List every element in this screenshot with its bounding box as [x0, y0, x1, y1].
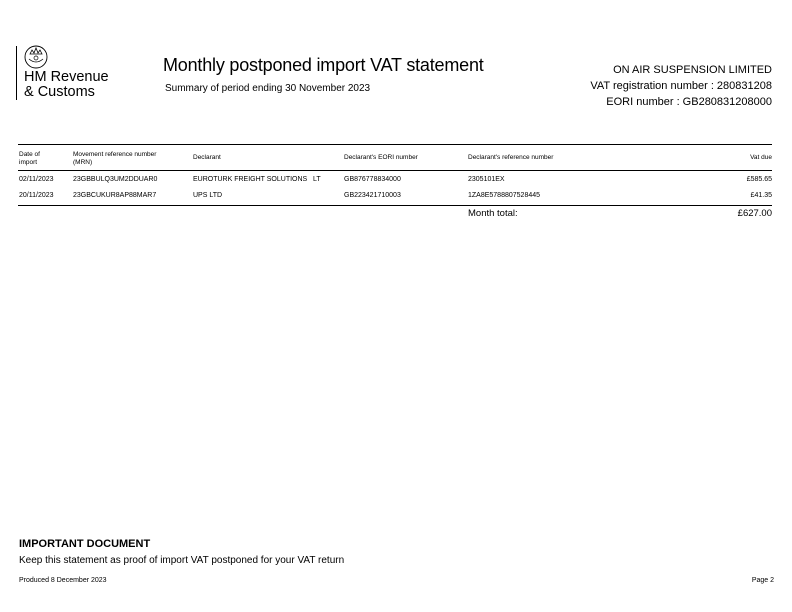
- period-summary: Summary of period ending 30 November 2023: [165, 83, 371, 94]
- hmrc-logo: [16, 43, 136, 103]
- cell-vat: £41.35: [750, 192, 772, 199]
- cell-eori: GB876778834000: [344, 176, 401, 183]
- vat-registration: VAT registration number : 280831208: [590, 80, 772, 92]
- column-header-vat: Vat due: [750, 154, 772, 161]
- cell-declarant: EUROTURK FREIGHT SOLUTIONS LT: [193, 176, 321, 183]
- page-number: Page 2: [751, 577, 774, 584]
- cell-reference: 2305101EX: [468, 176, 505, 183]
- company-name: ON AIR SUSPENSION LIMITED: [613, 64, 772, 76]
- table-top-rule: [18, 144, 772, 145]
- cell-date: 02/11/2023: [19, 176, 54, 183]
- logo-rule: [16, 46, 17, 100]
- crown-crest-icon: [23, 43, 49, 69]
- cell-reference: 1ZA8E5788807528445: [468, 192, 541, 199]
- column-header-declarant: Declarant: [193, 154, 221, 161]
- cell-mrn: 23GBBULQ3UM2DDUAR0: [73, 176, 158, 183]
- column-header-eori: Declarant's EORI number: [344, 154, 418, 161]
- cell-vat: £585.65: [746, 176, 772, 183]
- cell-date: 20/11/2023: [19, 192, 54, 199]
- logo-text: [24, 70, 109, 100]
- header-rule: [18, 170, 772, 171]
- eori-number: EORI number : GB280831208000: [606, 96, 772, 108]
- column-header-mrn: Movement reference number (MRN): [73, 151, 157, 166]
- logo-line-1: HM Revenue: [24, 69, 109, 85]
- column-header-date: Date of import: [19, 151, 40, 166]
- cell-eori: GB223421710003: [344, 192, 401, 199]
- cell-declarant: UPS LTD: [193, 192, 223, 199]
- page-title: Monthly postponed import VAT statement: [163, 55, 484, 75]
- logo-line-2: & Customs: [24, 84, 95, 100]
- month-total-label: Month total:: [468, 208, 518, 219]
- month-total-value: £627.00: [737, 208, 772, 219]
- total-rule: [18, 205, 772, 206]
- important-heading: IMPORTANT DOCUMENT: [19, 538, 151, 550]
- company-info: [590, 62, 772, 110]
- keep-notice: Keep this statement as proof of import VAT postponed for your VAT return: [19, 555, 345, 566]
- cell-mrn: 23GBCUKUR8AP88MAR7: [73, 192, 157, 199]
- produced-date: Produced 8 December 2023: [19, 577, 107, 584]
- column-header-reference: Declarant's reference number: [468, 154, 554, 161]
